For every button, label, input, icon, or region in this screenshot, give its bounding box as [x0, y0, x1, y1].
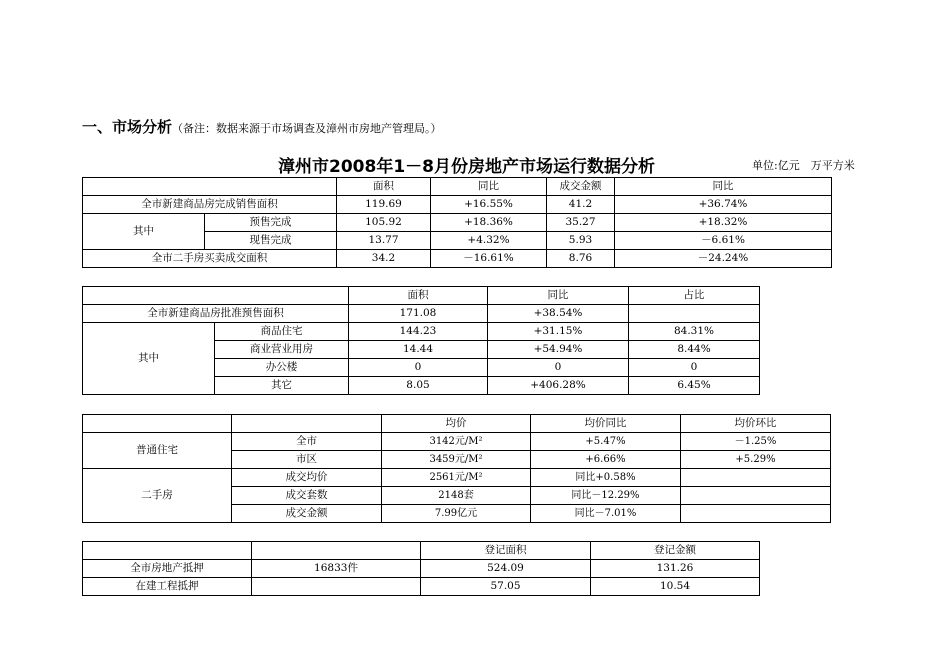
row-label: 现售完成	[205, 232, 337, 250]
table-cell: 3142元/M²	[382, 433, 531, 451]
table-header-cell: 同比	[488, 287, 629, 305]
table-header-cell: 登记金额	[591, 542, 760, 560]
group-label: 其中	[83, 323, 215, 395]
table-cell: +38.54%	[488, 305, 629, 323]
row-label: 市区	[232, 451, 382, 469]
table-cell: 16833件	[252, 560, 421, 578]
table-cell: 171.08	[349, 305, 488, 323]
table-cell: －24.24%	[615, 250, 832, 268]
table-cell: 131.26	[591, 560, 760, 578]
presale-table	[82, 286, 760, 395]
table-cell: +18.36%	[431, 214, 547, 232]
row-label: 成交均价	[232, 469, 382, 487]
row-label: 全市新建商品房批准预售面积	[83, 305, 349, 323]
table-cell: +31.15%	[488, 323, 629, 341]
table-cell: 13.77	[337, 232, 431, 250]
table-header-cell: 面积	[349, 287, 488, 305]
table-header-cell	[83, 542, 252, 560]
table-cell: +54.94%	[488, 341, 629, 359]
table-cell: 8.76	[547, 250, 615, 268]
row-label: 成交套数	[232, 487, 382, 505]
table-row	[83, 250, 832, 268]
table-header-cell: 同比	[615, 178, 832, 196]
table-header-cell: 均价同比	[531, 415, 681, 433]
table-cell: 5.93	[547, 232, 615, 250]
row-label: 在建工程抵押	[83, 578, 252, 596]
table-header-row	[83, 415, 831, 433]
table-cell: +5.47%	[531, 433, 681, 451]
group-label: 普通住宅	[83, 433, 232, 469]
table-cell: －6.61%	[615, 232, 832, 250]
table-cell: +36.74%	[615, 196, 832, 214]
table-header-cell: 面积	[337, 178, 431, 196]
row-label: 成交金额	[232, 505, 382, 523]
table-header-cell: 同比	[431, 178, 547, 196]
page-title: 漳州市2008年1－8月份房地产市场运行数据分析	[278, 157, 655, 177]
table-cell: 105.92	[337, 214, 431, 232]
table-header-row	[83, 178, 832, 196]
table-cell: 2561元/M²	[382, 469, 531, 487]
table-cell: 34.2	[337, 250, 431, 268]
table-cell	[629, 305, 760, 323]
row-label: 全市新建商品房完成销售面积	[83, 196, 337, 214]
table-cell: 同比+0.58%	[531, 469, 681, 487]
table-header-cell	[252, 542, 421, 560]
table-header-cell: 成交金额	[547, 178, 615, 196]
table-row	[83, 214, 832, 232]
table-cell: －1.25%	[681, 433, 831, 451]
row-label: 全市	[232, 433, 382, 451]
table-cell: 0	[629, 359, 760, 377]
table-header-cell	[83, 287, 349, 305]
table-cell	[681, 487, 831, 505]
table-row	[83, 560, 760, 578]
table-cell: 3459元/M²	[382, 451, 531, 469]
sales-table	[82, 177, 832, 268]
table-row	[83, 578, 760, 596]
table-header-cell: 均价	[382, 415, 531, 433]
table-header-cell	[83, 178, 337, 196]
table-cell: 8.05	[349, 377, 488, 395]
table-cell: 57.05	[421, 578, 591, 596]
table-cell: 14.44	[349, 341, 488, 359]
table-cell: 7.99亿元	[382, 505, 531, 523]
table-row	[83, 433, 831, 451]
table-cell: 524.09	[421, 560, 591, 578]
table-row	[83, 323, 760, 341]
table-cell: 同比－12.29%	[531, 487, 681, 505]
table-cell: +16.55%	[431, 196, 547, 214]
table-cell: 119.69	[337, 196, 431, 214]
group-label: 二手房	[83, 469, 232, 523]
table-header-cell: 均价环比	[681, 415, 831, 433]
table-cell: +5.29%	[681, 451, 831, 469]
table-row	[83, 469, 831, 487]
table-cell: 6.45%	[629, 377, 760, 395]
table-cell: 2148套	[382, 487, 531, 505]
row-label: 其它	[215, 377, 349, 395]
row-label: 办公楼	[215, 359, 349, 377]
row-label: 全市房地产抵押	[83, 560, 252, 578]
table-header-row	[83, 542, 760, 560]
table-cell: 0	[349, 359, 488, 377]
row-label: 商业营业用房	[215, 341, 349, 359]
row-label: 全市二手房买卖成交面积	[83, 250, 337, 268]
table-cell: 8.44%	[629, 341, 760, 359]
table-cell: 41.2	[547, 196, 615, 214]
table-header-cell: 占比	[629, 287, 760, 305]
row-label: 商品住宅	[215, 323, 349, 341]
table-cell: +6.66%	[531, 451, 681, 469]
table-header-row	[83, 287, 760, 305]
table-cell: 10.54	[591, 578, 760, 596]
table-cell: +406.28%	[488, 377, 629, 395]
row-label: 预售完成	[205, 214, 337, 232]
section-heading-text: 一、市场分析	[82, 118, 173, 136]
table-cell: －16.61%	[431, 250, 547, 268]
table-cell: 35.27	[547, 214, 615, 232]
table-row	[83, 196, 832, 214]
unit-label: 单位:亿元 万平方米	[752, 159, 855, 172]
table-cell: +4.32%	[431, 232, 547, 250]
table-header-cell	[232, 415, 382, 433]
section-heading	[82, 116, 442, 137]
table-cell: +18.32%	[615, 214, 832, 232]
table-cell: 0	[488, 359, 629, 377]
mortgage-table	[82, 541, 760, 596]
group-label: 其中	[83, 214, 205, 250]
section-note: （备注：数据来源于市场调查及漳州市房地产管理局。）	[172, 122, 442, 135]
table-row	[83, 305, 760, 323]
table-cell	[681, 505, 831, 523]
table-cell: 144.23	[349, 323, 488, 341]
table-header-cell	[83, 415, 232, 433]
table-cell	[681, 469, 831, 487]
table-header-cell: 登记面积	[421, 542, 591, 560]
table-cell: 84.31%	[629, 323, 760, 341]
table-cell: 同比－7.01%	[531, 505, 681, 523]
price-table	[82, 414, 831, 523]
table-cell	[252, 578, 421, 596]
